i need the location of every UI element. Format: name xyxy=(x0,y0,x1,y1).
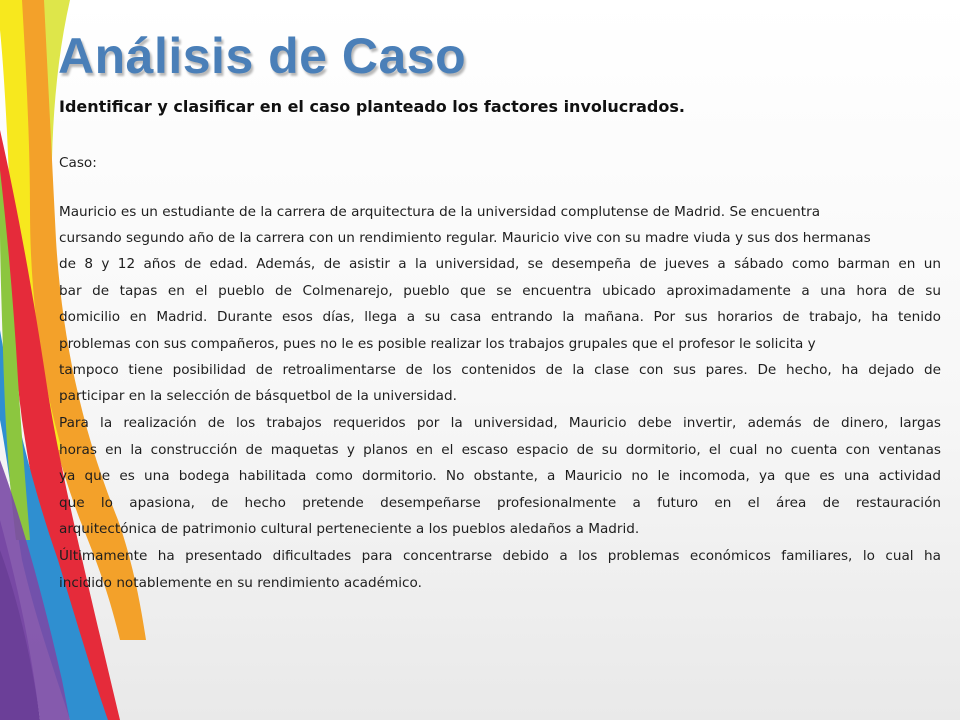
case-line: Para la realización de los trabajos requeridos por la universidad, Mauricio debe invertir, además de dinero, largas xyxy=(59,414,941,431)
slide-subtitle: Identificar y clasificar en el caso planteado los factores involucrados. xyxy=(59,97,685,116)
case-line: ya que es una bodega habilitada como dormitorio. No obstante, a Mauricio no le incomoda, ya que es una actividad xyxy=(59,468,941,485)
case-line: arquitectónica de patrimonio cultural perteneciente a los pueblos aledaños a Madrid. xyxy=(59,521,640,538)
case-label: Caso: xyxy=(59,155,97,171)
case-line: bar de tapas en el pueblo de Colmenarejo, pueblo que se encuentra ubicado aproximadamente a una hora de su xyxy=(59,282,941,299)
case-line: participar en la selección de básquetbol de la universidad. xyxy=(59,388,457,405)
slide-title: Análisis de Caso xyxy=(58,28,467,84)
case-line: horas en la construcción de maquetas y planos en el escaso espacio de su dormitorio, el cual no cuenta con ventanas xyxy=(59,441,941,458)
case-line: tampoco tiene posibilidad de retroalimentarse de los contenidos de la clase con sus pares. De hecho, ha dejado de xyxy=(59,361,941,378)
case-line: de 8 y 12 años de edad. Además, de asistir a la universidad, se desempeña de jueves a sábado como barman en un xyxy=(59,256,941,272)
case-line: problemas con sus compañeros, pues no le es posible realizar los trabajos grupales que el profesor le solicita y xyxy=(59,335,816,352)
case-line: Mauricio es un estudiante de la carrera de arquitectura de la universidad complutense de Madrid. Se encuentra xyxy=(59,204,821,220)
case-line: cursando segundo año de la carrera con un rendimiento regular. Mauricio vive con su madre viuda y sus dos hermanas xyxy=(59,230,871,246)
case-line: que lo apasiona, de hecho pretende desempeñarse profesionalmente a futuro en el área de restauración xyxy=(59,494,941,511)
case-line: Últimamente ha presentado dificultades para concentrarse debido a los problemas económicos familiares, lo cual ha xyxy=(59,547,941,564)
case-line: domicilio en Madrid. Durante esos días, llega a su casa entrando la mañana. Por sus horarios de trabajo, ha tenido xyxy=(59,309,941,326)
case-body xyxy=(59,153,941,596)
case-line: incidido notablemente en su rendimiento académico. xyxy=(59,574,422,591)
